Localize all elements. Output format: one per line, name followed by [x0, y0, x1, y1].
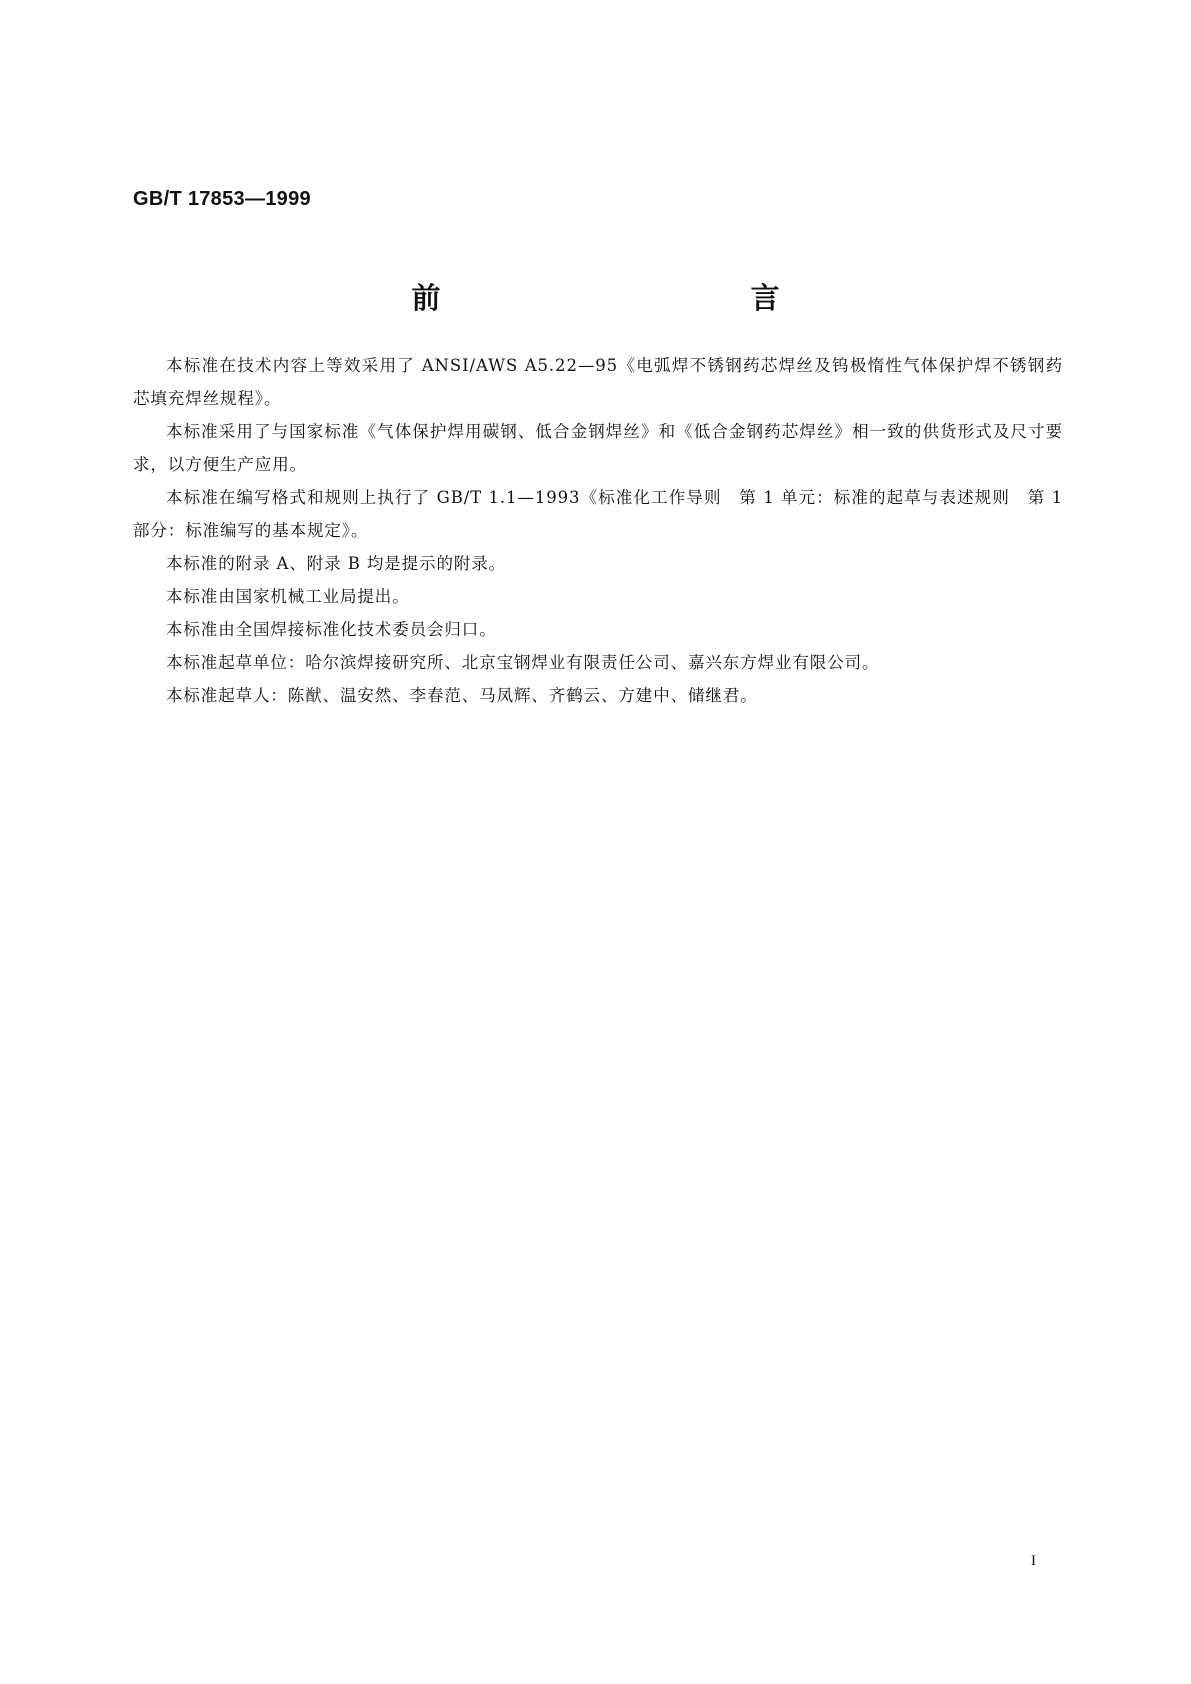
standard-code: GB/T 17853—1999	[133, 188, 311, 210]
foreword-body	[133, 349, 1063, 712]
paragraph-drafters: 本标准起草人：陈猷、温安然、李春范、马凤辉、齐鹤云、方建中、储继君。	[166, 686, 758, 705]
paragraph-adoption: 本标准在技术内容上等效采用了 ANSI/AWS A5.22—95《电弧焊不锈钢药芯焊丝及钨极惰性气体保护焊不锈钢药芯填充焊丝规程》。	[133, 356, 1063, 408]
paragraph-format-rules: 本标准在编写格式和规则上执行了 GB/T 1.1—1993《标准化工作导则 第 1 单元：标准的起草与表述规则 第 1 部分：标准编写的基本规定》。	[133, 488, 1063, 540]
page-title: 前 言	[411, 281, 864, 315]
page-number: I	[1031, 1553, 1036, 1569]
paragraph-proposer: 本标准由国家机械工业局提出。	[166, 587, 410, 606]
paragraph-supply-form: 本标准采用了与国家标准《气体保护焊用碳钢、低合金钢焊丝》和《低合金钢药芯焊丝》相一致的供货形式及尺寸要求，以方便生产应用。	[133, 422, 1063, 474]
paragraph-committee: 本标准由全国焊接标准化技术委员会归口。	[166, 620, 497, 639]
paragraph-appendices: 本标准的附录 A、附录 B 均是提示的附录。	[166, 554, 507, 573]
paragraph-drafting-units: 本标准起草单位：哈尔滨焊接研究所、北京宝钢焊业有限责任公司、嘉兴东方焊业有限公司。	[166, 653, 880, 672]
